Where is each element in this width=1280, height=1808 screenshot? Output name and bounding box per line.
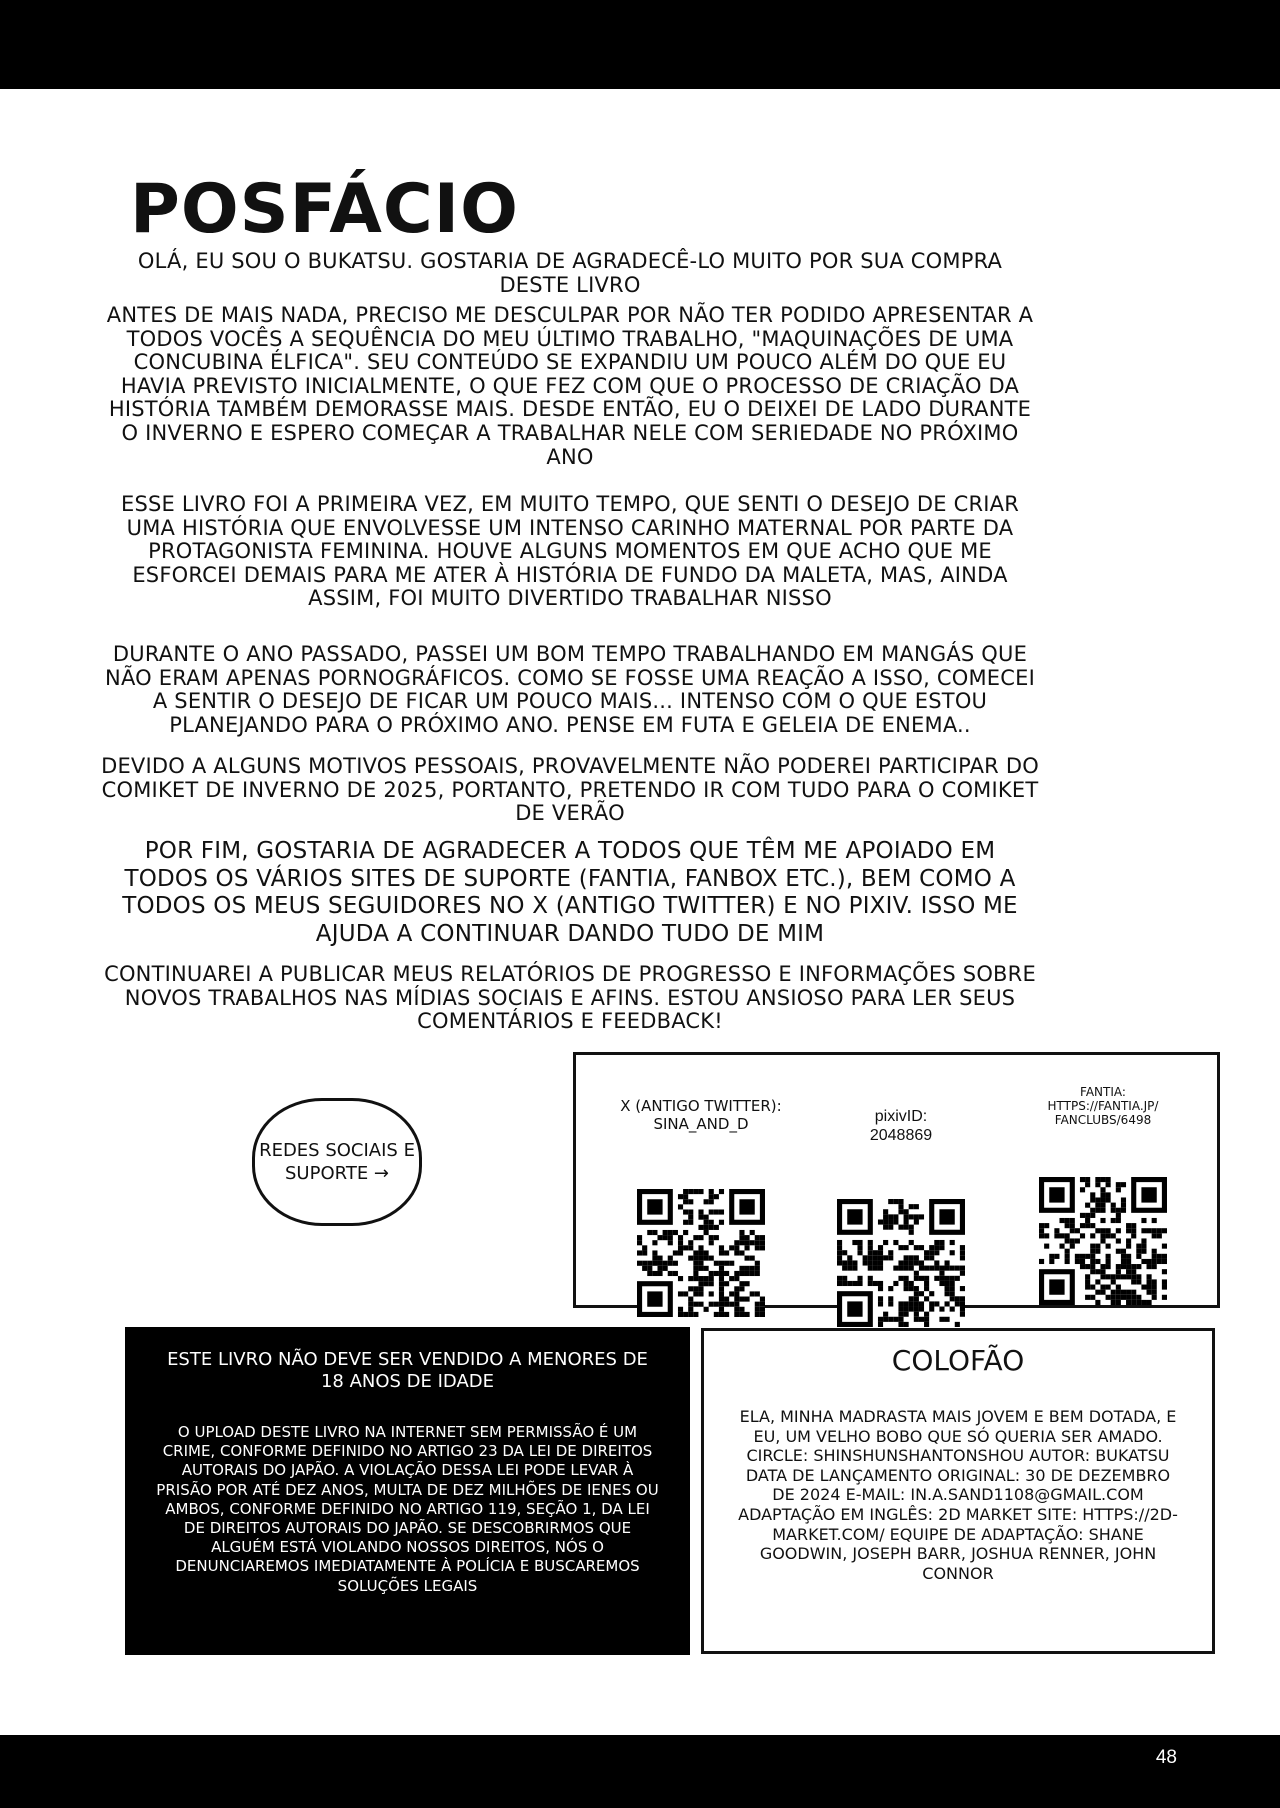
page-number: 48 xyxy=(1155,1747,1177,1768)
afterword-paragraph-last-year: DURANTE O ANO PASSADO, PASSEI UM BOM TEMPO TRABALHANDO EM MANGÁS QUE NÃO ERAM APENAS PORNOGRÁFICOS. COMO SE FOSSE UMA REAÇÃO A ISSO, COMECEI A SENTIR O DESEJO DE FICAR UM POUCO MAIS... INTENSO COM O QUE ESTOU PLANEJANDO PARA O PRÓXIMO ANO. PENSE EM FUTA E GELEIA DE ENEMA.. xyxy=(105,642,1035,737)
social-links-panel xyxy=(573,1052,1220,1308)
pixiv-id: 2048869 xyxy=(869,1127,933,1144)
copyright-warning-text: O UPLOAD DESTE LIVRO NA INTERNET SEM PERMISSÃO É UM CRIME, CONFORME DEFINIDO NO ARTIGO 23 DA LEI DE DIREITOS AUTORAIS DO JAPÃO. A VIOLAÇÃO DESSA LEI PODE LEVAR À PRISÃO POR ATÉ DEZ ANOS, MULTA DE DEZ MILHÕES DE IENES OU AMBOS, CONFORME DEFINIDO NO ARTIGO 119, SEÇÃO 1, DA LEI DE DIREITOS AUTORAIS DO JAPÃO. SE DESCOBRIRMOS QUE ALGUÉM ESTÁ VIOLANDO NOSSOS DIREITOS, NÓS O DENUNCIAREMOS IMEDIATAMENTE À POLÍCIA E BUSCAREMOS SOLUÇÕES LEGAIS xyxy=(156,1423,659,1595)
afterword-paragraph-this-book: ESSE LIVRO FOI A PRIMEIRA VEZ, EM MUITO TEMPO, QUE SENTI O DESEJO DE CRIAR UMA HISTÓRIA QUE ENVOLVESSE UM INTENSO CARINHO MATERNAL POR PARTE DA PROTAGONISTA FEMININA. HOUVE ALGUNS MOMENTOS EM QUE ACHO QUE ME ESFORCEI DEMAIS PARA ME ATER À HISTÓRIA DE FUNDO DA MALETA, MAS, AINDA ASSIM, FOI MUITO DIVERTIDO TRABALHAR NISSO xyxy=(121,492,1019,611)
afterword-paragraph-apology: ANTES DE MAIS NADA, PRECISO ME DESCULPAR POR NÃO TER PODIDO APRESENTAR A TODOS VOCÊS A SEQUÊNCIA DO MEU ÚLTIMO TRABALHO, "MAQUINAÇÕES DE UMA CONCUBINA ÉLFICA". SEU CONTEÚDO SE EXPANDIU UM POUCO ALÉM DO QUE EU HAVIA PREVISTO INICIALMENTE, O QUE FEZ COM QUE O PROCESSO DE CRIAÇÃO DA HISTÓRIA TAMBÉM DEMORASSE MAIS. DESDE ENTÃO, EU O DEIXEI DE LADO DURANTE O INVERNO E ESPERO COMEÇAR A TRABALHAR NELE COM SERIEDADE NO PRÓXIMO ANO xyxy=(106,303,1034,469)
social-support-speech-bubble xyxy=(252,1098,422,1226)
colophon-title: COLOFÃO xyxy=(891,1344,1025,1377)
afterword-paragraph-comiket: DEVIDO A ALGUNS MOTIVOS PESSOAIS, PROVAVELMENTE NÃO PODEREI PARTICIPAR DO COMIKET DE INVERNO DE 2025, PORTANTO, PRETENDO IR COM TUDO PARA O COMIKET DE VERÃO xyxy=(101,754,1039,826)
afterword-paragraph-thanks: POR FIM, GOSTARIA DE AGRADECER A TODOS QUE TÊM ME APOIADO EM TODOS OS VÁRIOS SITES DE SUPORTE (FANTIA, FANBOX ETC.), BEM COMO A TODOS OS MEUS SEGUIDORES NO X (ANTIGO TWITTER) E NO PIXIV. ISSO ME AJUDA A CONTINUAR DANDO TUDO DE MIM xyxy=(122,838,1018,947)
pixiv-label: pixivID: xyxy=(874,1108,928,1125)
fantia-url-part1: HTTPS://FANTIA.JP/ xyxy=(1047,1099,1159,1113)
qr-code-icon[interactable] xyxy=(1039,1177,1167,1305)
bottom-black-band xyxy=(0,1735,1280,1808)
afterword-paragraph-updates: CONTINUAREI A PUBLICAR MEUS RELATÓRIOS DE PROGRESSO E INFORMAÇÕES SOBRE NOVOS TRABALHOS NAS MÍDIAS SOCIAIS E AFINS. ESTOU ANSIOSO PARA LER SEUS COMENTÁRIOS E FEEDBACK! xyxy=(104,962,1036,1034)
top-black-band xyxy=(0,0,1280,89)
twitter-link-block[interactable] xyxy=(601,1085,801,1317)
colophon-text: ELA, MINHA MADRASTA MAIS JOVEM E BEM DOTADA, E EU, UM VELHO BOBO QUE SÓ QUERIA SER AMADO. CIRCLE: SHINSHUNSHANTONSHOU AUTOR: BUKATSU DATA DE LANÇAMENTO ORIGINAL: 30 DE DEZEMBRO DE 2024 E-MAIL: IN.A.SAND1108@GMAIL.COM ADAPTAÇÃO EM INGLÊS: 2D MARKET SITE: HTTPS://2D-MARKET.COM/ EQUIPE DE ADAPTAÇÃO: SHANE GOODWIN, JOSEPH BARR, JOSHUA RENNER, JOHN CONNOR xyxy=(738,1407,1178,1583)
afterword-paragraph-intro: OLÁ, EU SOU O BUKATSU. GOSTARIA DE AGRADECÊ-LO MUITO POR SUA COMPRA DESTE LIVRO xyxy=(137,249,1003,297)
colophon-panel xyxy=(701,1328,1215,1654)
fantia-label: FANTIA: xyxy=(1080,1085,1126,1099)
fantia-url-part2: FANCLUBS/6498 xyxy=(1054,1113,1152,1127)
social-support-label: REDES SOCIAIS E SUPORTE → xyxy=(259,1140,415,1184)
age-warning-title: ESTE LIVRO NÃO DEVE SER VENDIDO A MENORES DE 18 ANOS DE IDADE xyxy=(167,1349,648,1392)
qr-code-icon[interactable] xyxy=(637,1189,765,1317)
twitter-handle: SINA_AND_D xyxy=(653,1115,749,1133)
fantia-link-block[interactable] xyxy=(1003,1085,1203,1305)
page-title: POSFÁCIO xyxy=(130,169,519,249)
twitter-label: X (ANTIGO TWITTER): xyxy=(620,1097,782,1115)
age-warning-panel xyxy=(125,1327,690,1655)
pixiv-link-block[interactable] xyxy=(801,1085,1001,1327)
qr-code-icon[interactable] xyxy=(837,1199,965,1327)
